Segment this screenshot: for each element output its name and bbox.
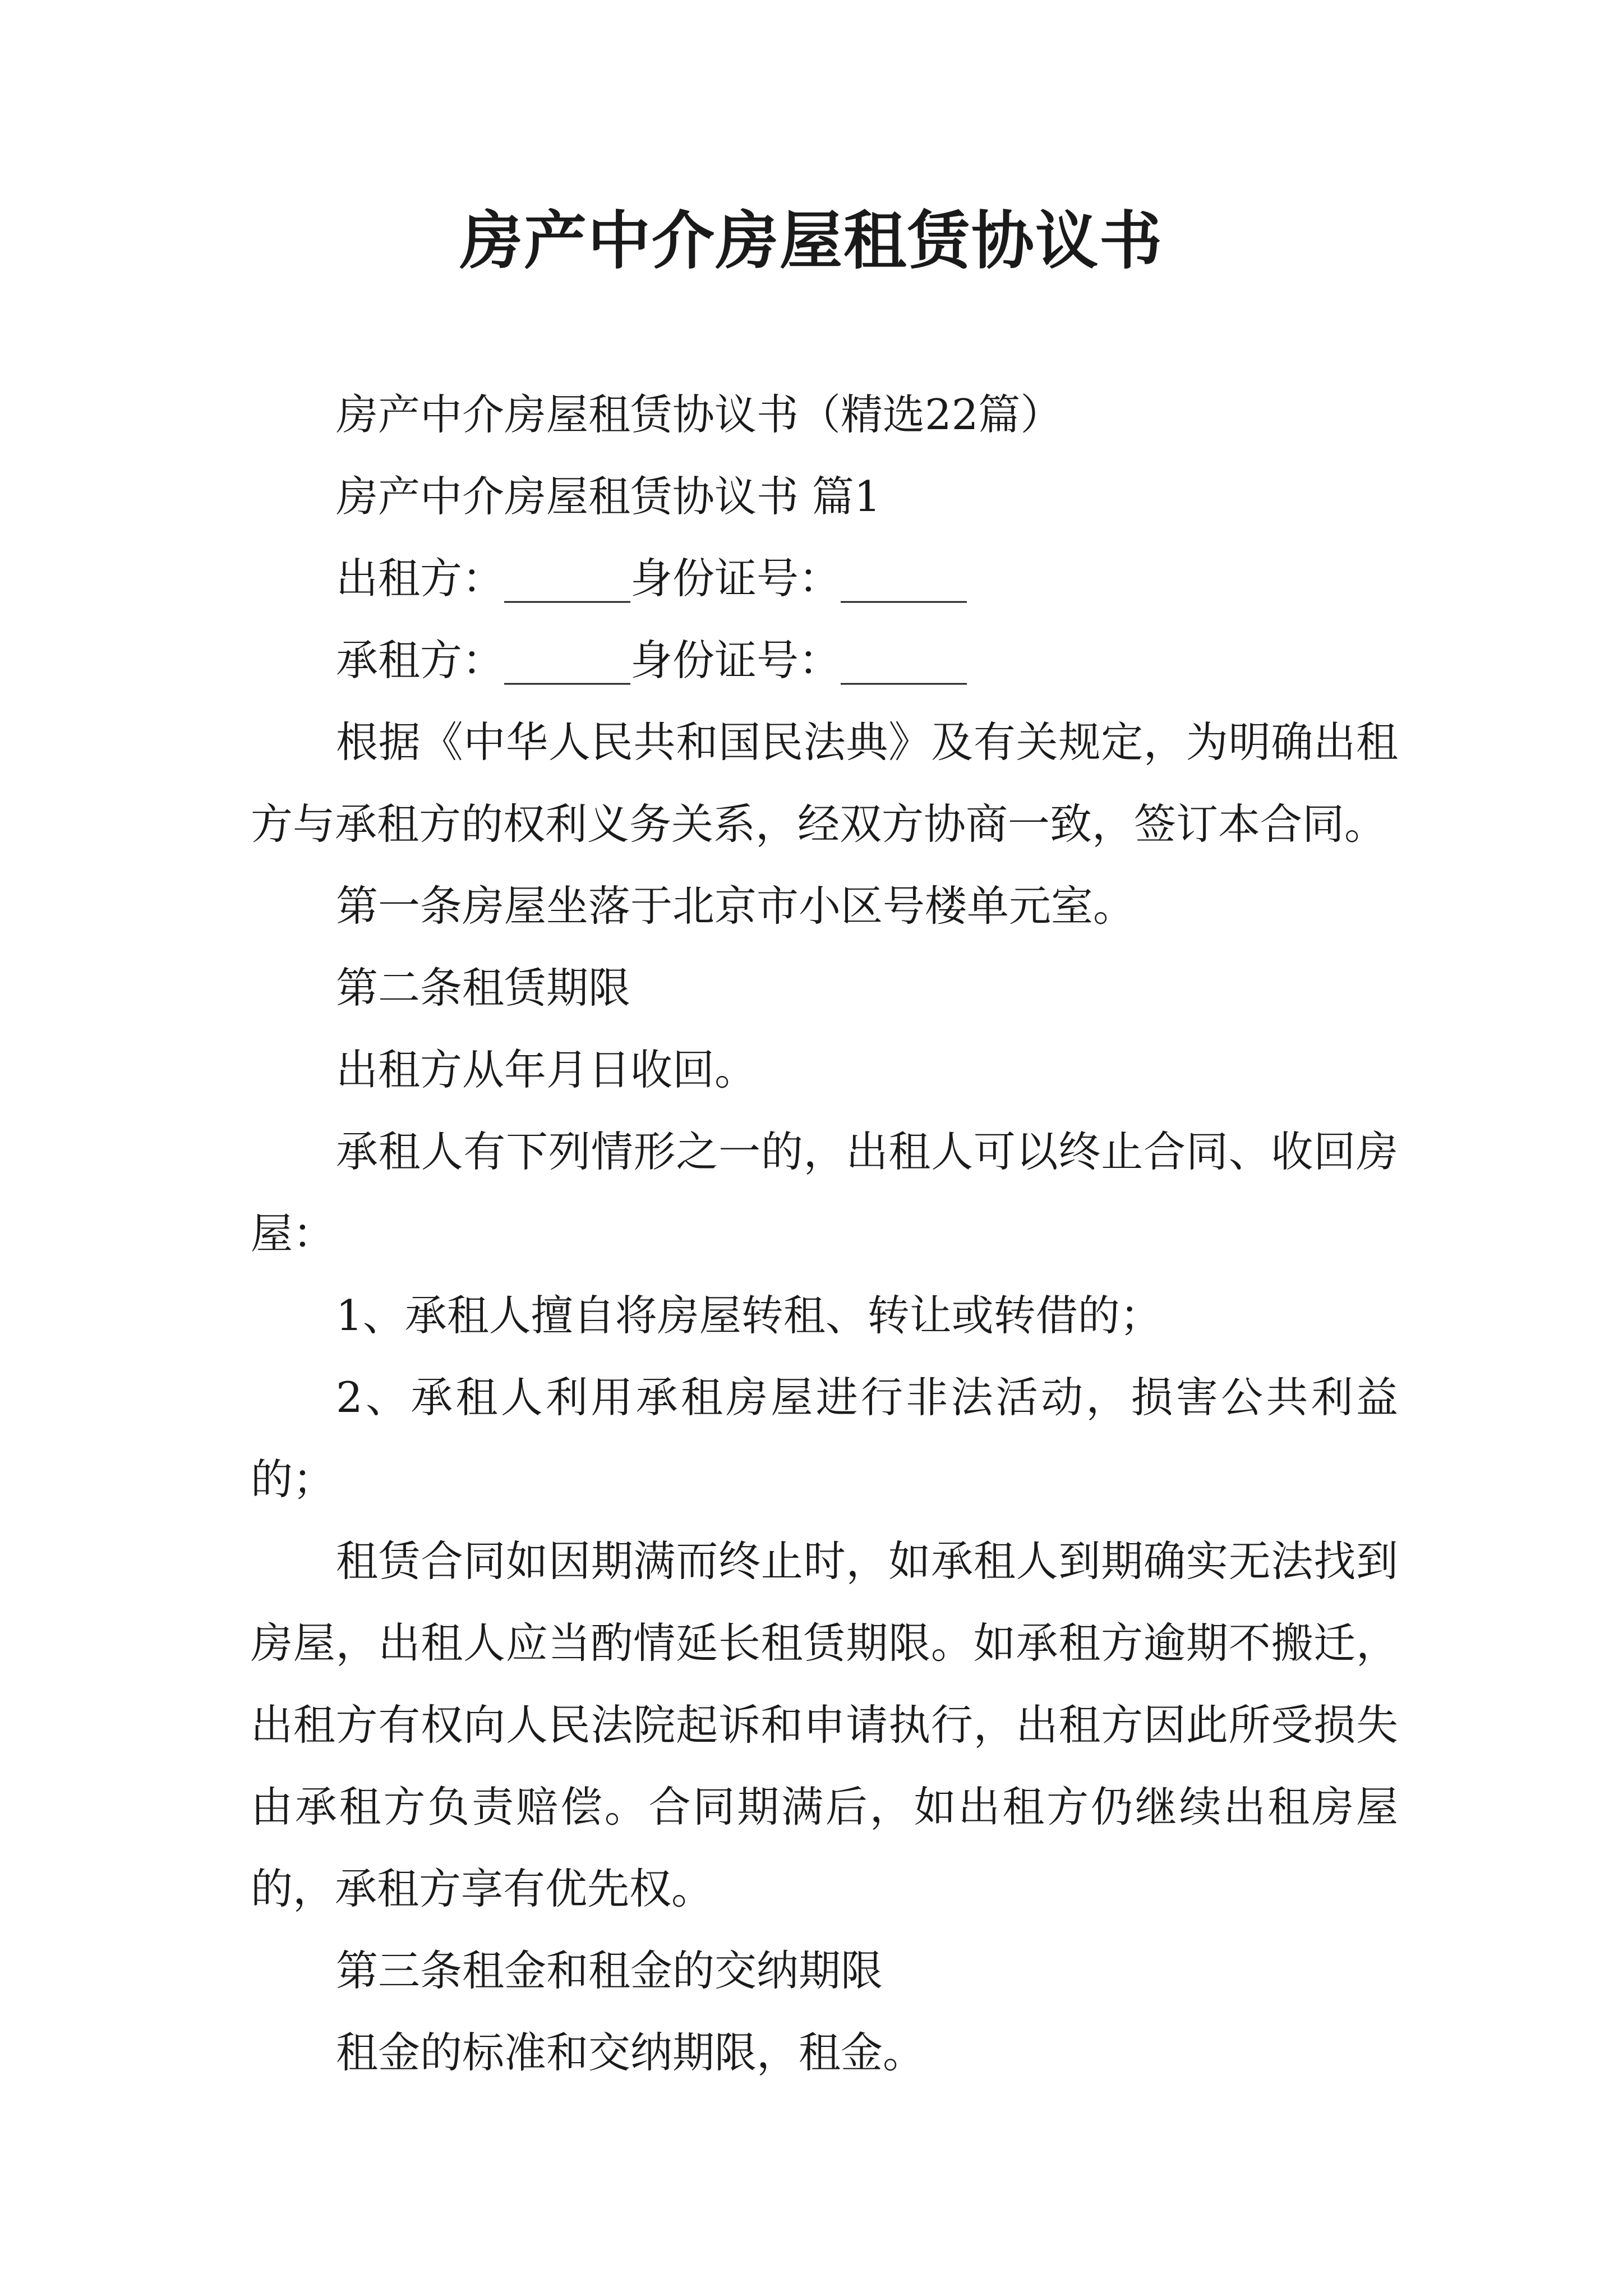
termination-item-2: 2、承租人利用承租房屋进行非法活动，损害公共利益的；: [251, 1373, 1398, 1504]
expiry-paragraph: 租赁合同如因期满而终止时，如承租人到期确实无法找到房屋，出租人应当酌情延长租赁期限。如承租方逾期不搬迁，出租方有权向人民法院起诉和申请执行，出租方因此所受损失由承租方负责赔偿。合同期满后，如出租方仍继续出租房屋的，承租方享有优先权。: [251, 1536, 1398, 1913]
document-title: 房产中介房屋租赁协议书: [460, 204, 1163, 278]
preamble-paragraph: 根据《中华人民共和国民法典》及有关规定，为明确出租方与承租方的权利义务关系，经双方协商一致，签订本合同。: [251, 717, 1398, 849]
termination-paragraph: 承租人有下列情形之一的，出租人可以终止合同、收回房屋：: [251, 1127, 1398, 1258]
article-2-heading: 第二条租赁期限: [336, 963, 631, 1013]
subtitle-line: 房产中介房屋租赁协议书（精选22篇）: [336, 390, 1063, 439]
article-3-heading: 第三条租金和租金的交纳期限: [336, 1946, 883, 1995]
lessee-line: 承租方：______身份证号：______: [336, 636, 967, 685]
section-heading: 房产中介房屋租赁协议书 篇1: [336, 472, 881, 521]
article-1: 第一条房屋坐落于北京市小区号楼单元室。: [336, 881, 1136, 931]
document-body: [251, 374, 1398, 2093]
article-3-text: 租金的标准和交纳期限，租金。: [336, 2028, 925, 2077]
article-2-text: 出租方从年月日收回。: [336, 1045, 757, 1094]
termination-item-1: 1、承租人擅自将房屋转租、转让或转借的；: [336, 1291, 1162, 1340]
lessor-line: 出租方：______身份证号：______: [336, 554, 967, 603]
